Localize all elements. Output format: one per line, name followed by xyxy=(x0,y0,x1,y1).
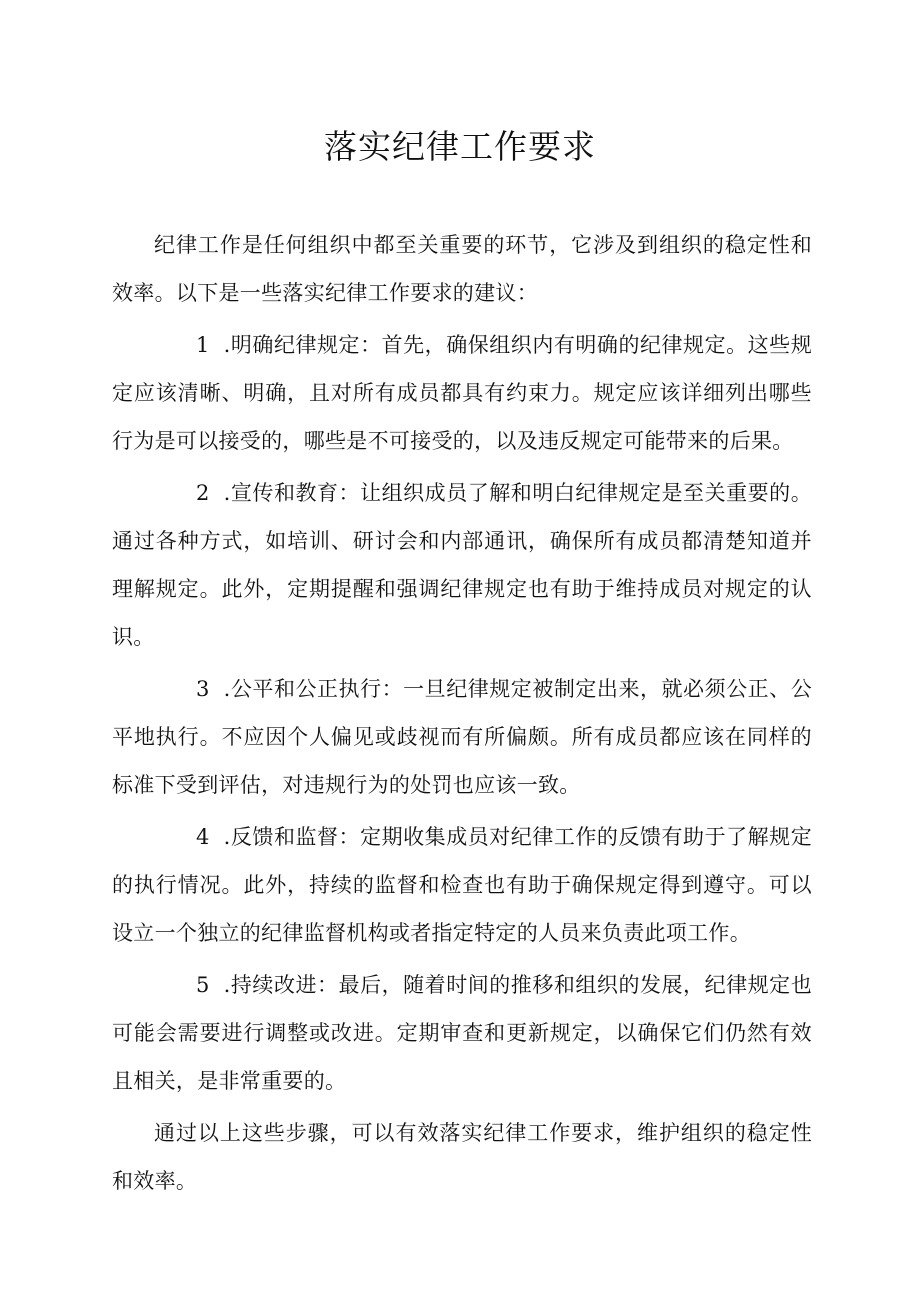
document-body xyxy=(112,221,812,1209)
item-number: 2 xyxy=(196,481,210,505)
list-item xyxy=(112,321,812,465)
item-text: .宣传和教育：让组织成员了解和明白纪律规定是至关重要的。通过各种方式，如培训、研讨会和内部通讯，确保所有成员都清楚知道并理解规定。此外，定期提醒和强调纪律规定也有助于维持成员对规定的认识。 xyxy=(112,481,812,649)
item-text: .公平和公正执行：一旦纪律规定被制定出来，就必须公正、公平地执行。不应因个人偏见或歧视而有所偏颇。所有成员都应该在同样的标准下受到评估，对违规行为的处罚也应该一致。 xyxy=(112,677,812,797)
item-number: 1 xyxy=(196,333,210,357)
list-item xyxy=(112,961,812,1105)
list-item xyxy=(112,665,812,809)
intro-paragraph: 纪律工作是任何组织中都至关重要的环节，它涉及到组织的稳定性和效率。以下是一些落实纪律工作要求的建议： xyxy=(112,233,812,305)
item-number: 3 xyxy=(196,677,210,701)
item-number: 4 xyxy=(196,825,210,849)
document-title: 落实纪律工作要求 xyxy=(324,127,596,166)
list-item xyxy=(112,469,812,661)
conclusion-paragraph: 通过以上这些步骤，可以有效落实纪律工作要求，维护组织的稳定性和效率。 xyxy=(112,1121,812,1193)
item-number: 5 xyxy=(196,973,210,997)
item-text: .反馈和监督：定期收集成员对纪律工作的反馈有助于了解规定的执行情况。此外，持续的监督和检查也有助于确保规定得到遵守。可以设立一个独立的纪律监督机构或者指定特定的人员来负责此项工作。 xyxy=(112,825,812,945)
item-text: .持续改进：最后，随着时间的推移和组织的发展，纪律规定也可能会需要进行调整或改进。定期审查和更新规定，以确保它们仍然有效且相关，是非常重要的。 xyxy=(112,973,812,1093)
list-item xyxy=(112,813,812,957)
item-text: .明确纪律规定：首先，确保组织内有明确的纪律规定。这些规定应该清晰、明确，且对所有成员都具有约束力。规定应该详细列出哪些行为是可以接受的，哪些是不可接受的，以及违反规定可能带来的后果。 xyxy=(112,333,812,453)
